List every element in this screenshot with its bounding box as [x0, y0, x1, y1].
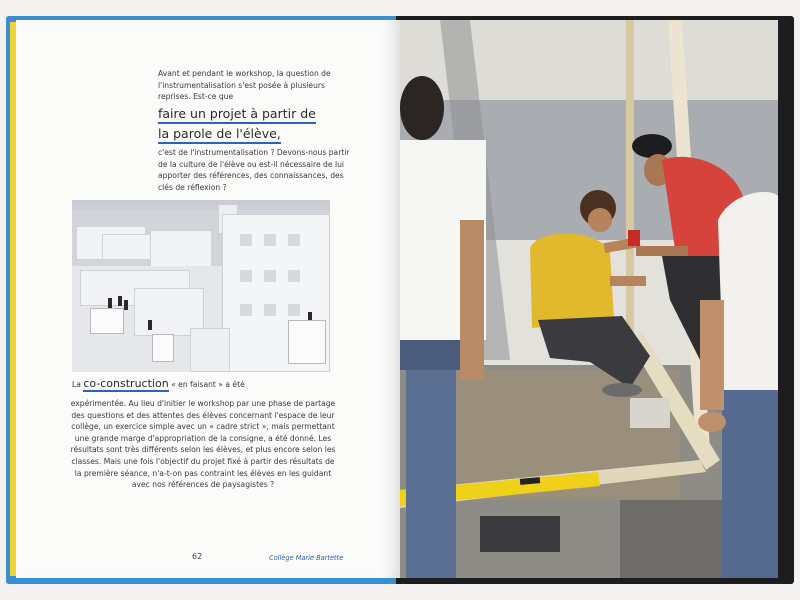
- architecture-model-photo: [72, 200, 330, 372]
- paragraph-co-construction: [72, 378, 330, 391]
- highlighted-quote-line-2: la parole de l'élève,: [158, 126, 281, 144]
- right-page: [400, 20, 778, 578]
- highlighted-quote-line-1: faire un projet à partir de: [158, 106, 316, 124]
- workshop-photo: [400, 20, 778, 578]
- highlighted-quote: [158, 104, 358, 144]
- paragraph-intro: Avant et pendant le workshop, la question de l'instrumentalisation s'est posée à plusieurs reprises. Est-ce que: [158, 69, 331, 102]
- left-page: [16, 20, 400, 578]
- co-construction-prefix: La: [72, 380, 81, 389]
- paragraph-question: c'est de l'instrumentalisation ? Devons-nous partir de la culture de l'élève ou est-il nécessaire de lui apporter des références, des connaissances, des clés de réflexion ?: [158, 148, 350, 192]
- paragraph-workshop-description: expérimentée. Au lieu d'initier le workshop par une phase de partage des questions et des attentes des élèves concernant l'espace de leur collège, un exercice simple avec un « cadre strict », mais permettant une grande marge d'appropriation de la consigne, a été donné. Les résultats sont très différents selon les élèves, et plus encore selon les classes. Mais une fois l'objectif du projet fixé à partir des résultats de la première séance, n'a-t-on pas contraint les élèves en les guidant avec nos références de paysagistes ?: [70, 399, 336, 490]
- page-number: 62: [192, 552, 203, 561]
- co-construction-suffix: « en faisant » a été: [171, 380, 245, 389]
- co-construction-highlight: co-construction: [83, 377, 169, 390]
- page-footer: Collège Marie Bartette: [269, 554, 344, 562]
